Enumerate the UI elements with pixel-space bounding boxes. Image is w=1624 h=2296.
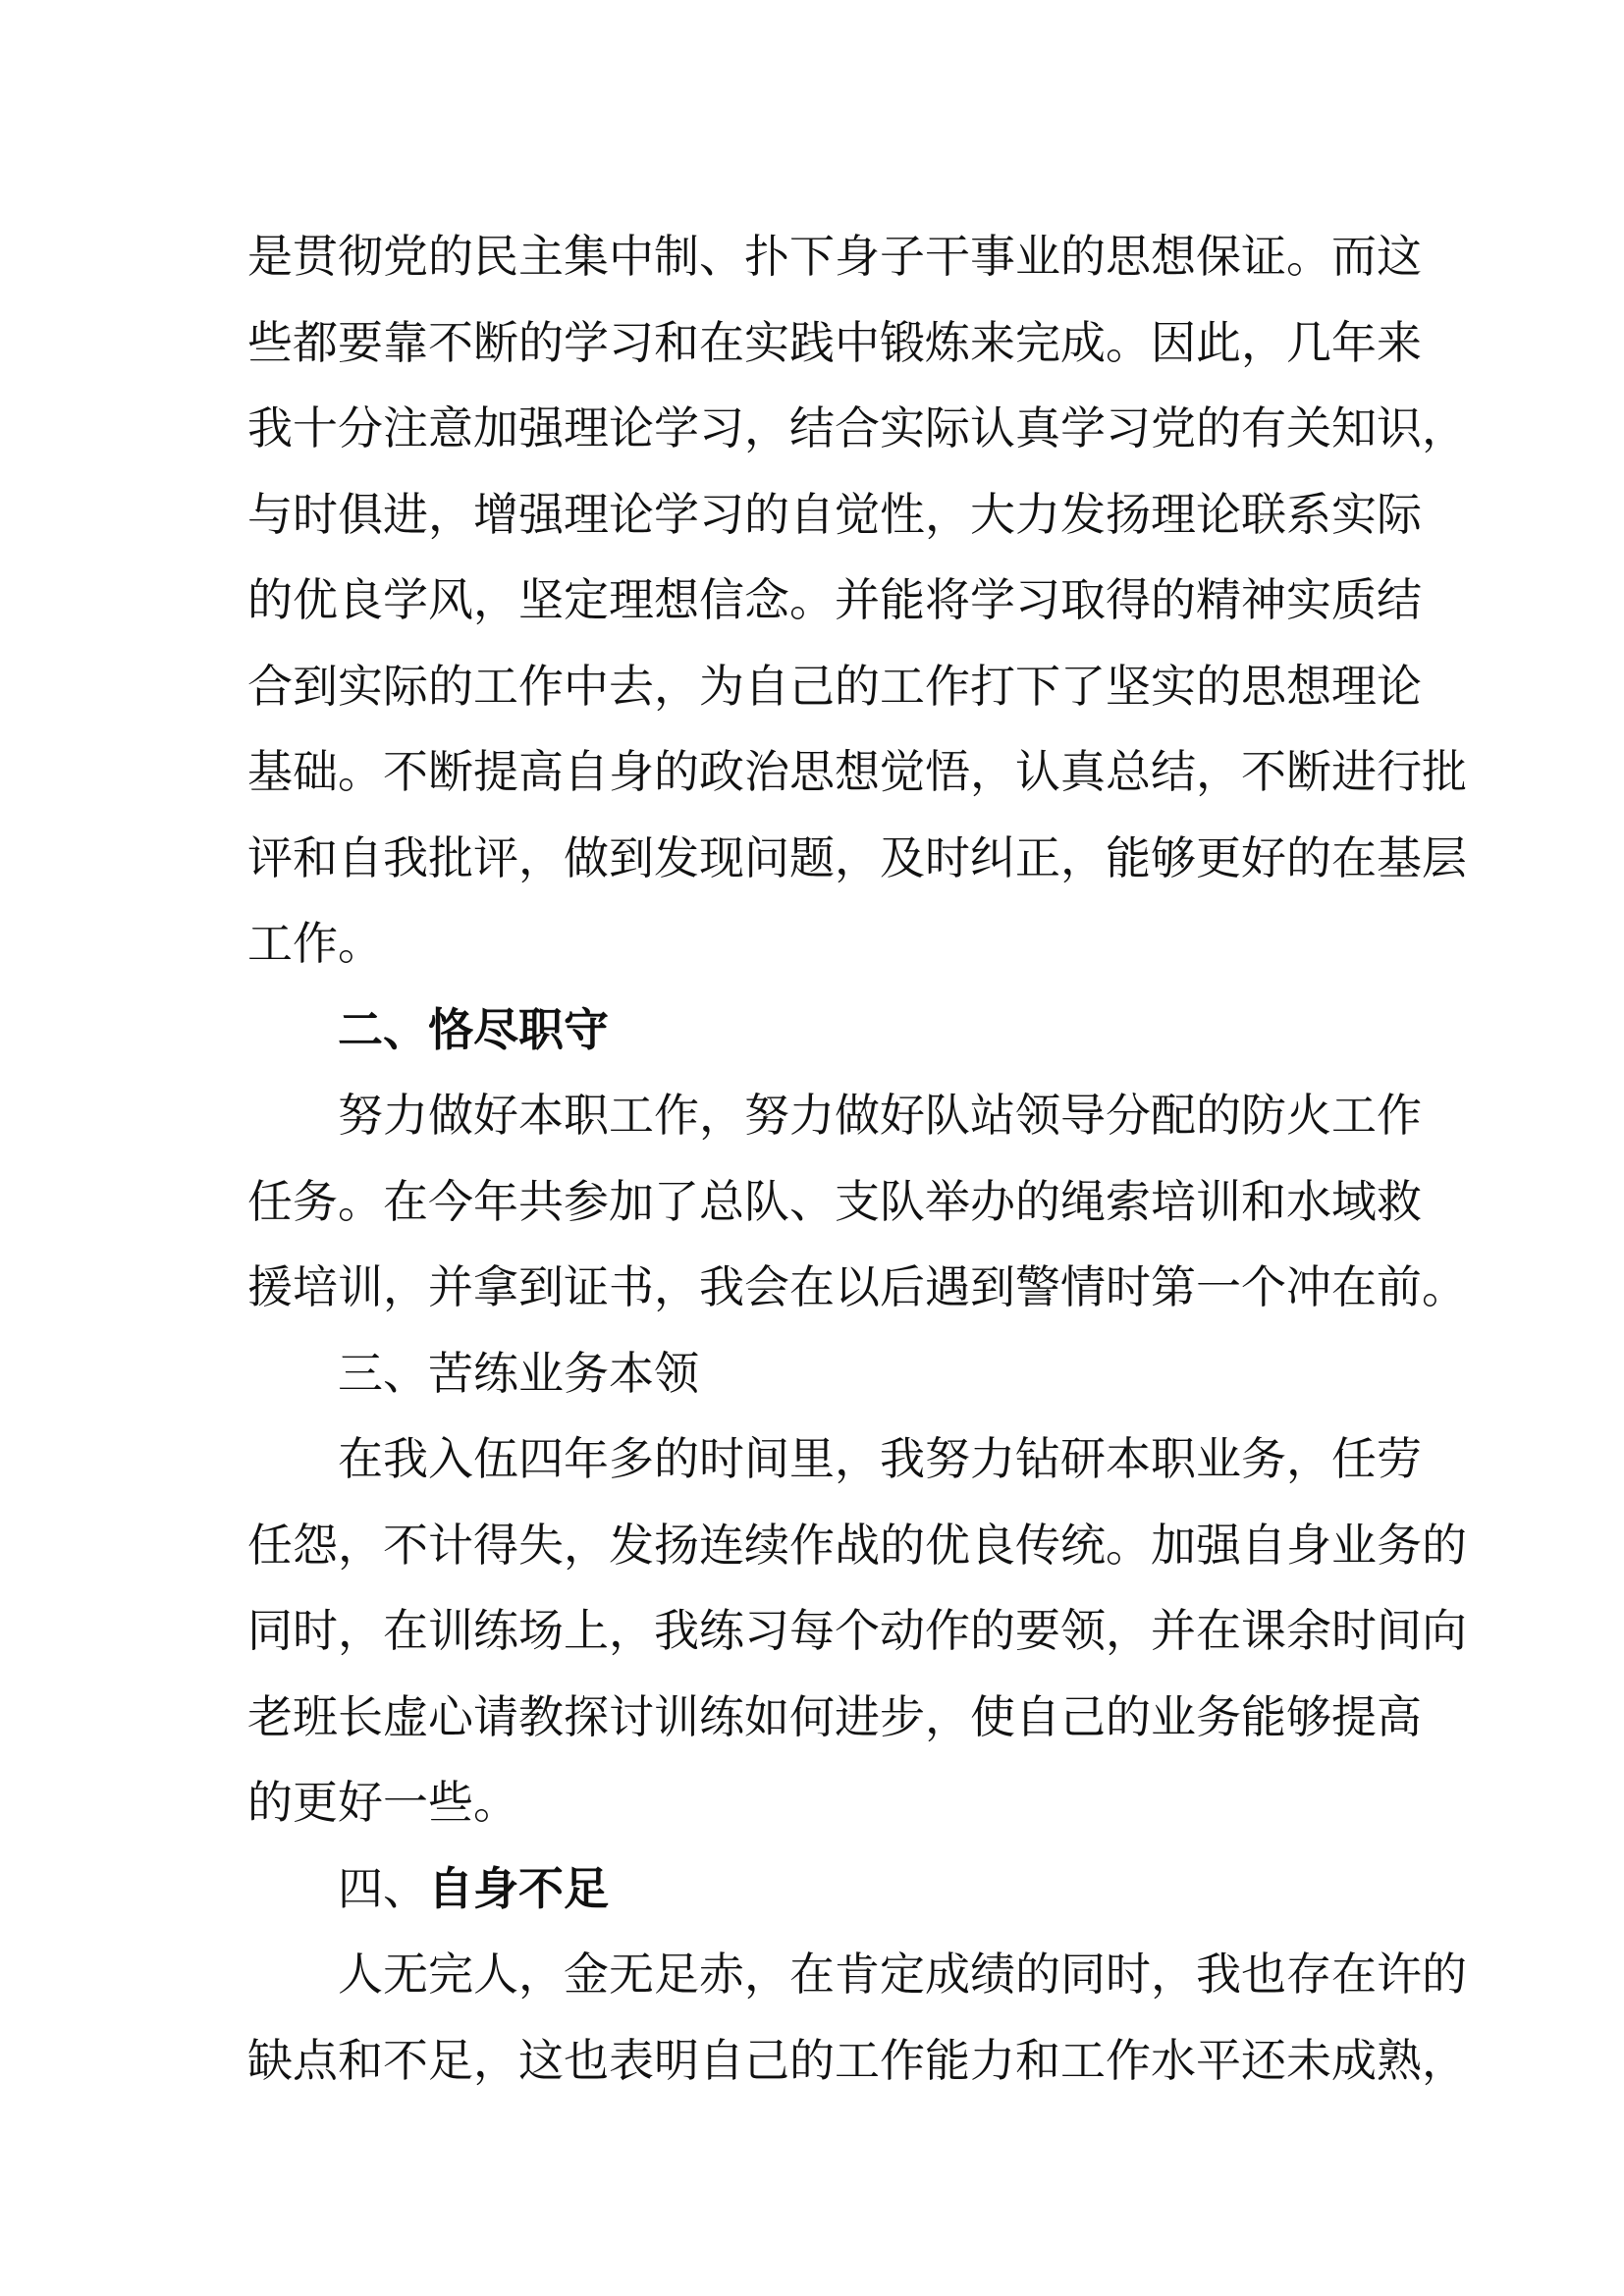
section-heading-3: 三、苦练业务本领 <box>338 1346 699 1400</box>
paragraph-line: 基础。不断提高自身的政治思想觉悟，认真总结，不断进行批 <box>247 745 1467 798</box>
paragraph-line: 老班长虚心请教探讨训练如何进步，使自己的业务能够提高 <box>247 1689 1422 1743</box>
paragraph-line: 努力做好本职工作，努力做好队站领导分配的防火工作 <box>338 1089 1422 1142</box>
paragraph-line: 在我入伍四年多的时间里，我努力钻研本职业务，任劳 <box>338 1432 1422 1485</box>
section-heading-4 <box>247 1846 1396 1933</box>
document-body <box>247 214 1467 2104</box>
paragraph-line: 工作。 <box>247 917 383 970</box>
paragraph-line: 缺点和不足，这也表明自己的工作能力和工作水平还未成熟， <box>247 2033 1467 2087</box>
paragraph-line: 些都要靠不断的学习和在实践中锻炼来完成。因此，几年来 <box>247 315 1422 369</box>
paragraph-line: 是贯彻党的民主集中制、扑下身子干事业的思想保证。而这 <box>247 230 1422 283</box>
paragraph-line: 援培训，并拿到证书，我会在以后遇到警情时第一个冲在前。 <box>247 1260 1467 1313</box>
paragraph-line: 的更好一些。 <box>247 1776 518 1829</box>
section-heading-4-title: 自身不足 <box>428 1861 609 1915</box>
paragraph-line: 任怨，不计得失，发扬连续作战的优良传统。加强自身业务的 <box>247 1518 1467 1572</box>
section-heading-4-prefix: 四、 <box>338 1861 428 1915</box>
paragraph-line: 人无完人，金无足赤，在肯定成绩的同时，我也存在许的 <box>338 1948 1467 2001</box>
paragraph-line: 同时，在训练场上，我练习每个动作的要领，并在课余时间向 <box>247 1604 1467 1657</box>
paragraph-line: 评和自我批评，做到发现问题，及时纠正，能够更好的在基层 <box>247 830 1467 884</box>
paragraph-line: 合到实际的工作中去，为自己的工作打下了坚实的思想理论 <box>247 659 1422 713</box>
paragraph-line: 我十分注意加强理论学习，结合实际认真学习党的有关知识， <box>247 401 1467 454</box>
paragraph-line: 任务。在今年共参加了总队、支队举办的绳索培训和水域救 <box>247 1174 1422 1228</box>
section-heading-2: 二、恪尽职守 <box>338 1002 609 1056</box>
paragraph-line: 的优良学风，坚定理想信念。并能将学习取得的精神实质结 <box>247 573 1422 626</box>
paragraph-line: 与时俱进，增强理论学习的自觉性，大力发扬理论联系实际 <box>247 487 1422 541</box>
